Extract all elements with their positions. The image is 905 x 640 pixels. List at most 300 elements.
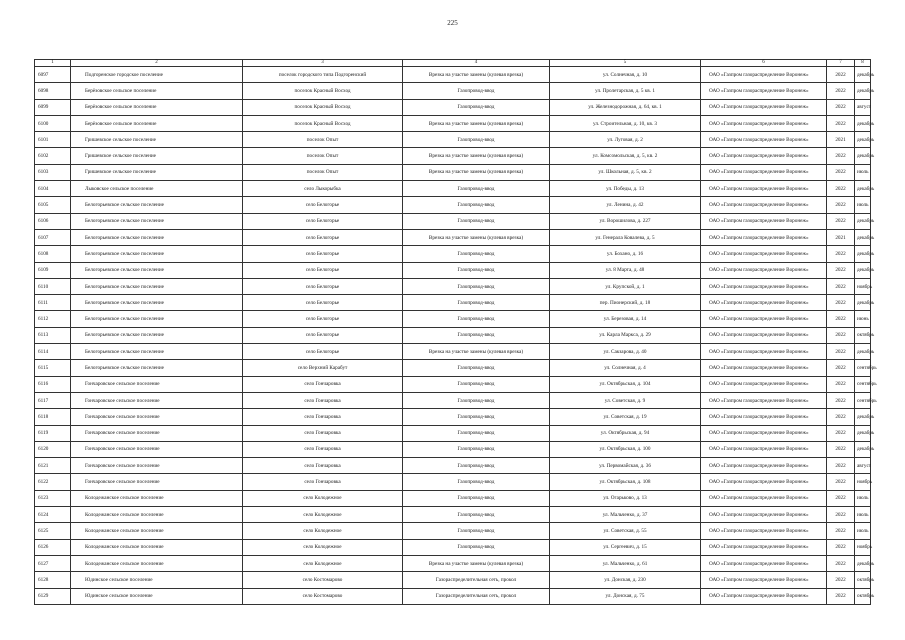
- table-cell: 2022: [827, 262, 855, 278]
- table-cell: Белогорьевское сельское поселение: [71, 213, 243, 229]
- table-cell: ул. Октябрьская, д. 100: [550, 441, 701, 457]
- table-row: [35, 539, 871, 555]
- table-row: [35, 197, 871, 213]
- table-cell: 2022: [827, 115, 855, 131]
- table-row: [35, 555, 871, 571]
- table-cell: 6125: [35, 523, 71, 539]
- table-cell: Берёзовское сельское поселение: [71, 99, 243, 115]
- table-body: [35, 67, 877, 605]
- table-cell: Врезка на участке замены (кулевая врезка): [403, 555, 550, 571]
- table-cell: ОАО «Газпром газораспределение Воронеж»: [701, 229, 827, 245]
- table-cell: ул. Октябрьская, д. 94: [550, 425, 701, 441]
- table-cell: Колодежанское сельское поселение: [71, 555, 243, 571]
- table-cell: 2022: [827, 278, 855, 294]
- table-row: [35, 148, 871, 164]
- table-row: [35, 229, 871, 245]
- table-cell: село Белогорье: [243, 213, 403, 229]
- table-cell: ул. Ворошилова, д. 227: [550, 213, 701, 229]
- table-cell: ОАО «Газпром газораспределение Воронеж»: [701, 262, 827, 278]
- table-cell: Газопровод-ввод: [403, 132, 550, 148]
- table-cell: 2022: [827, 67, 855, 83]
- column-header: 3: [243, 60, 403, 67]
- table-cell: Врезка на участке замены (кулевая врезка): [403, 344, 550, 360]
- table-cell: декабрь: [855, 181, 871, 197]
- table-row: [35, 392, 871, 408]
- table-row: [35, 490, 871, 506]
- table-cell: Газопровод-ввод: [403, 458, 550, 474]
- table-cell: 6097: [35, 67, 71, 83]
- table-cell: Белогорьевское сельское поселение: [71, 295, 243, 311]
- table-cell: декабрь: [855, 229, 871, 245]
- table-row: [35, 278, 871, 294]
- table-cell: Газопровод-ввод: [403, 523, 550, 539]
- table-cell: декабрь: [855, 409, 871, 425]
- table-cell: Гончаровское сельское поселение: [71, 409, 243, 425]
- table-cell: Гончаровское сельское поселение: [71, 392, 243, 408]
- table-cell: ОАО «Газпром газораспределение Воронеж»: [701, 83, 827, 99]
- table-row: [35, 132, 871, 148]
- table-cell: 2022: [827, 409, 855, 425]
- table-cell: ОАО «Газпром газораспределение Воронеж»: [701, 246, 827, 262]
- table-cell: ОАО «Газпром газораспределение Воронеж»: [701, 458, 827, 474]
- table-cell: ОАО «Газпром газораспределение Воронеж»: [701, 99, 827, 115]
- table-cell: 2022: [827, 507, 855, 523]
- table-cell: ОАО «Газпром газораспределение Воронеж»: [701, 539, 827, 555]
- table-cell: Белогорьевское сельское поселение: [71, 311, 243, 327]
- table-row: [35, 295, 871, 311]
- table-cell: село Гончаровка: [243, 392, 403, 408]
- table-cell: поселок городского типа Подгоренский: [243, 67, 403, 83]
- table-cell: ОАО «Газпром газораспределение Воронеж»: [701, 507, 827, 523]
- table-row: [35, 213, 871, 229]
- table-cell: ул. Сакзарова, д. 40: [550, 344, 701, 360]
- table-cell: Газораспределительная сеть, прокол: [403, 588, 550, 604]
- table-cell: Лыковское сельское поселение: [71, 181, 243, 197]
- table-cell: октябрь: [855, 327, 871, 343]
- table-cell: Белогорьевское сельское поселение: [71, 262, 243, 278]
- table-row: [35, 425, 871, 441]
- table-row: [35, 507, 871, 523]
- table-cell: декабрь: [855, 213, 871, 229]
- table-cell: село Колодежное: [243, 523, 403, 539]
- table-cell: декабрь: [855, 295, 871, 311]
- table-cell: Врезка на участке замены (кулевая врезка): [403, 164, 550, 180]
- table-cell: октябрь: [855, 588, 871, 604]
- column-header: 4: [403, 60, 550, 67]
- table-cell: Газопровод-ввод: [403, 99, 550, 115]
- table-cell: Газопровод-ввод: [403, 474, 550, 490]
- table-cell: Берёзовское сельское поселение: [71, 83, 243, 99]
- table-cell: 6099: [35, 99, 71, 115]
- table-cell: ОАО «Газпром газораспределение Воронеж»: [701, 392, 827, 408]
- table-cell: ноябрь: [855, 474, 871, 490]
- table-cell: Гончаровское сельское поселение: [71, 441, 243, 457]
- table-cell: июль: [855, 164, 871, 180]
- table-cell: ул. Огарьково, д. 13: [550, 490, 701, 506]
- table-cell: ул. Пролетарская, д. 5 кв. 1: [550, 83, 701, 99]
- table-cell: 2022: [827, 490, 855, 506]
- table-cell: село Колодежное: [243, 539, 403, 555]
- table-cell: 2022: [827, 588, 855, 604]
- table-cell: ОАО «Газпром газораспределение Воронеж»: [701, 344, 827, 360]
- table-cell: декабрь: [855, 132, 871, 148]
- table-cell: 2022: [827, 523, 855, 539]
- table-cell: село Лыкорыбка: [243, 181, 403, 197]
- table-cell: ул. Сергеевич, д. 15: [550, 539, 701, 555]
- table-cell: село Белогорье: [243, 246, 403, 262]
- table-cell: 6124: [35, 507, 71, 523]
- table-cell: 6112: [35, 311, 71, 327]
- table-cell: Газораспределительная сеть, прокол: [403, 572, 550, 588]
- table-cell: июль: [855, 490, 871, 506]
- table-row: [35, 474, 871, 490]
- table-cell: ОАО «Газпром газораспределение Воронеж»: [701, 327, 827, 343]
- table-cell: Гончаровское сельское поселение: [71, 474, 243, 490]
- table-cell: село Гончаровка: [243, 474, 403, 490]
- table-cell: 6117: [35, 392, 71, 408]
- table-cell: сентябрь: [855, 392, 871, 408]
- table-cell: 2022: [827, 181, 855, 197]
- table-cell: 6111: [35, 295, 71, 311]
- table-cell: село Колодежное: [243, 507, 403, 523]
- table-cell: 2022: [827, 360, 855, 376]
- table-cell: ОАО «Газпром газораспределение Воронеж»: [701, 311, 827, 327]
- table-cell: Колодежанское сельское поселение: [71, 507, 243, 523]
- table-cell: июнь: [855, 311, 871, 327]
- table-cell: ул. Мальченко, д. 61: [550, 555, 701, 571]
- table-row: [35, 83, 871, 99]
- table-cell: Белогорьевское сельское поселение: [71, 197, 243, 213]
- table-cell: ОАО «Газпром газораспределение Воронеж»: [701, 474, 827, 490]
- table-cell: декабрь: [855, 115, 871, 131]
- table-row: [35, 164, 871, 180]
- table-cell: Газопровод-ввод: [403, 213, 550, 229]
- table-cell: Гришевское сельское поселение: [71, 148, 243, 164]
- table-cell: декабрь: [855, 344, 871, 360]
- table-cell: октябрь: [855, 572, 871, 588]
- table-cell: 2022: [827, 148, 855, 164]
- table-cell: Газопровод-ввод: [403, 278, 550, 294]
- table-cell: Газопровод-ввод: [403, 507, 550, 523]
- table-cell: село Белогорье: [243, 229, 403, 245]
- table-cell: ОАО «Газпром газораспределение Воронеж»: [701, 197, 827, 213]
- table-row: [35, 311, 871, 327]
- column-header: 8: [855, 60, 871, 67]
- table-cell: ул. Солнечная, д. 4: [550, 360, 701, 376]
- table-cell: декабрь: [855, 425, 871, 441]
- table-row: [35, 344, 871, 360]
- table-cell: 6098: [35, 83, 71, 99]
- table-cell: пер. Пионерский, д. 18: [550, 295, 701, 311]
- table-cell: Белогорьевское сельское поселение: [71, 278, 243, 294]
- table-cell: ОАО «Газпром газораспределение Воронеж»: [701, 409, 827, 425]
- table-cell: ОАО «Газпром газораспределение Воронеж»: [701, 115, 827, 131]
- column-header: 7: [827, 60, 855, 67]
- table-row: [35, 409, 871, 425]
- table-cell: 2022: [827, 376, 855, 392]
- table-cell: ул. Советская, д. 19: [550, 409, 701, 425]
- table-cell: 6106: [35, 213, 71, 229]
- table-cell: 2022: [827, 392, 855, 408]
- table-cell: село Гончаровка: [243, 409, 403, 425]
- table-cell: ул. Железнодорожная, д. 64, кв. 1: [550, 99, 701, 115]
- table-cell: 2022: [827, 458, 855, 474]
- table-cell: 2022: [827, 474, 855, 490]
- table-cell: 6107: [35, 229, 71, 245]
- table-cell: 2022: [827, 555, 855, 571]
- table-cell: 2022: [827, 83, 855, 99]
- table-cell: село Костомарово: [243, 572, 403, 588]
- table-cell: 6118: [35, 409, 71, 425]
- table-cell: село Белогорье: [243, 262, 403, 278]
- table-cell: Газопровод-ввод: [403, 360, 550, 376]
- table-cell: 6123: [35, 490, 71, 506]
- table-cell: Врезка на участке замены (кулевая врезка): [403, 115, 550, 131]
- table-cell: 6119: [35, 425, 71, 441]
- table-cell: Газопровод-ввод: [403, 490, 550, 506]
- table-cell: 2022: [827, 213, 855, 229]
- table-cell: ул. Советская, д. 55: [550, 523, 701, 539]
- table-cell: ул. Карла Маркса, д. 29: [550, 327, 701, 343]
- data-table: [34, 59, 877, 605]
- table-cell: 6114: [35, 344, 71, 360]
- table-cell: Врезка на участке замены (кулевая врезка): [403, 67, 550, 83]
- table-cell: село Белогорье: [243, 311, 403, 327]
- table-cell: 2022: [827, 197, 855, 213]
- table-cell: село Гончаровка: [243, 425, 403, 441]
- table-cell: село Верхний Карабут: [243, 360, 403, 376]
- table-cell: Газопровод-ввод: [403, 392, 550, 408]
- table-cell: ОАО «Газпром газораспределение Воронеж»: [701, 588, 827, 604]
- table-cell: ул. Победы, д. 13: [550, 181, 701, 197]
- table-cell: Берёзовское сельское поселение: [71, 115, 243, 131]
- table-cell: поселок Опыт: [243, 148, 403, 164]
- table-cell: сентябрь: [855, 376, 871, 392]
- table-cell: ул. Донская, д. 230: [550, 572, 701, 588]
- table-cell: Газопровод-ввод: [403, 409, 550, 425]
- table-cell: ОАО «Газпром газораспределение Воронеж»: [701, 132, 827, 148]
- table-cell: ОАО «Газпром газораспределение Воронеж»: [701, 278, 827, 294]
- table-cell: Белогорьевское сельское поселение: [71, 360, 243, 376]
- table-cell: июль: [855, 507, 871, 523]
- table-cell: Газопровод-ввод: [403, 376, 550, 392]
- table-cell: ул. Мальченко, д. 37: [550, 507, 701, 523]
- table-cell: 2022: [827, 344, 855, 360]
- table-cell: июль: [855, 523, 871, 539]
- table-cell: село Гончаровка: [243, 441, 403, 457]
- table-cell: ул. Ленина, д. 42: [550, 197, 701, 213]
- table-cell: 6102: [35, 148, 71, 164]
- table-cell: август: [855, 458, 871, 474]
- table-cell: 6127: [35, 555, 71, 571]
- table-cell: ОАО «Газпром газораспределение Воронеж»: [701, 67, 827, 83]
- table-cell: Белогорьевское сельское поселение: [71, 344, 243, 360]
- table-row: [35, 572, 871, 588]
- table-cell: село Белогорье: [243, 197, 403, 213]
- table-cell: Газопровод-ввод: [403, 425, 550, 441]
- table-cell: Газопровод-ввод: [403, 311, 550, 327]
- table-cell: ОАО «Газпром газораспределение Воронеж»: [701, 360, 827, 376]
- table-cell: Газопровод-ввод: [403, 181, 550, 197]
- table-row: [35, 67, 871, 83]
- table-cell: 6108: [35, 246, 71, 262]
- table-cell: поселок Красный Восход: [243, 115, 403, 131]
- table-cell: 6120: [35, 441, 71, 457]
- table-cell: Гончаровское сельское поселение: [71, 425, 243, 441]
- table-cell: Колодежанское сельское поселение: [71, 523, 243, 539]
- table-row: [35, 441, 871, 457]
- table-cell: июль: [855, 197, 871, 213]
- table-cell: поселок Красный Восход: [243, 99, 403, 115]
- table-cell: ул. Первомайская, д. 36: [550, 458, 701, 474]
- table-cell: Газопровод-ввод: [403, 295, 550, 311]
- table-cell: 2022: [827, 441, 855, 457]
- table-cell: Врезка на участке замены (кулевая врезка): [403, 148, 550, 164]
- table-cell: Газопровод-ввод: [403, 262, 550, 278]
- table-cell: 2022: [827, 295, 855, 311]
- table-cell: 6101: [35, 132, 71, 148]
- table-cell: декабрь: [855, 148, 871, 164]
- table-cell: ул. Школьная, д. 5, кв. 2: [550, 164, 701, 180]
- table-row: [35, 181, 871, 197]
- table-cell: ул. Комсомольская, д. 5, кв. 2: [550, 148, 701, 164]
- table-cell: Врезка на участке замены (кулевая врезка): [403, 229, 550, 245]
- table-row: [35, 523, 871, 539]
- column-header: 5: [550, 60, 701, 67]
- table-cell: ОАО «Газпром газораспределение Воронеж»: [701, 148, 827, 164]
- table-cell: 2022: [827, 99, 855, 115]
- table-cell: 6100: [35, 115, 71, 131]
- table-cell: 2021: [827, 229, 855, 245]
- table-cell: Газопровод-ввод: [403, 197, 550, 213]
- column-header: 2: [71, 60, 243, 67]
- table-row: [35, 458, 871, 474]
- table-row: [35, 376, 871, 392]
- table-cell: ул. 8 Марта, д. 48: [550, 262, 701, 278]
- table-cell: Белогорьевское сельское поселение: [71, 327, 243, 343]
- table-cell: 2022: [827, 311, 855, 327]
- table-cell: ОАО «Газпром газораспределение Воронеж»: [701, 213, 827, 229]
- table-cell: ОАО «Газпром газораспределение Воронеж»: [701, 425, 827, 441]
- table-cell: Гончаровское сельское поселение: [71, 458, 243, 474]
- table-cell: декабрь: [855, 441, 871, 457]
- table-row: [35, 99, 871, 115]
- page-number: 225: [447, 19, 458, 27]
- table-cell: поселок Красный Восход: [243, 83, 403, 99]
- table-cell: ОАО «Газпром газораспределение Воронеж»: [701, 295, 827, 311]
- table-cell: декабрь: [855, 555, 871, 571]
- table-cell: 2022: [827, 327, 855, 343]
- table-cell: Юдинское сельское поселение: [71, 572, 243, 588]
- table-cell: ОАО «Газпром газораспределение Воронеж»: [701, 441, 827, 457]
- table-cell: село Белогорье: [243, 344, 403, 360]
- table-cell: Белогорьевское сельское поселение: [71, 246, 243, 262]
- table-cell: 6113: [35, 327, 71, 343]
- table-cell: декабрь: [855, 67, 871, 83]
- table-cell: Колодежанское сельское поселение: [71, 539, 243, 555]
- table-cell: ОАО «Газпром газораспределение Воронеж»: [701, 523, 827, 539]
- table-cell: ул. Крупской, д. 1: [550, 278, 701, 294]
- table-cell: село Костомарово: [243, 588, 403, 604]
- table-cell: Газопровод-ввод: [403, 246, 550, 262]
- table-cell: 6105: [35, 197, 71, 213]
- table-cell: ул. Октябрьская, д. 104: [550, 376, 701, 392]
- table-cell: Газопровод-ввод: [403, 327, 550, 343]
- table-cell: ОАО «Газпром газораспределение Воронеж»: [701, 572, 827, 588]
- table-cell: ноябрь: [855, 278, 871, 294]
- table-cell: село Колодежное: [243, 490, 403, 506]
- table-cell: село Гончаровка: [243, 376, 403, 392]
- header-row: [35, 60, 871, 67]
- table-cell: декабрь: [855, 83, 871, 99]
- table-cell: ул. Бохано, д. 16: [550, 246, 701, 262]
- table-cell: сентябрь: [855, 360, 871, 376]
- table-cell: поселок Опыт: [243, 132, 403, 148]
- table-cell: 2022: [827, 164, 855, 180]
- table-row: [35, 115, 871, 131]
- table-cell: август: [855, 99, 871, 115]
- table-cell: Юдинское сельское поселение: [71, 588, 243, 604]
- table-row: [35, 588, 871, 604]
- table-cell: село Гончаровка: [243, 458, 403, 474]
- table-cell: Колодежанское сельское поселение: [71, 490, 243, 506]
- table-cell: ул. Березовая, д. 14: [550, 311, 701, 327]
- table-cell: село Белогорье: [243, 327, 403, 343]
- column-header: 6: [701, 60, 827, 67]
- table-cell: ОАО «Газпром газораспределение Воронеж»: [701, 376, 827, 392]
- table-cell: 6126: [35, 539, 71, 555]
- table-cell: ОАО «Газпром газораспределение Воронеж»: [701, 490, 827, 506]
- table-cell: Гришевское сельское поселение: [71, 132, 243, 148]
- table-cell: 2022: [827, 246, 855, 262]
- table-cell: ноябрь: [855, 539, 871, 555]
- table-cell: ОАО «Газпром газораспределение Воронеж»: [701, 164, 827, 180]
- table-cell: Газопровод-ввод: [403, 83, 550, 99]
- table-cell: Гончаровское сельское поселение: [71, 376, 243, 392]
- table-cell: ул. Генерала Ковалева, д. 5: [550, 229, 701, 245]
- table-cell: поселок Опыт: [243, 164, 403, 180]
- table-cell: 6109: [35, 262, 71, 278]
- table-cell: 6129: [35, 588, 71, 604]
- table-cell: Гришевское сельское поселение: [71, 164, 243, 180]
- table-cell: ОАО «Газпром газораспределение Воронеж»: [701, 181, 827, 197]
- table-cell: декабрь: [855, 246, 871, 262]
- table-cell: 6104: [35, 181, 71, 197]
- column-header: 1: [35, 60, 71, 67]
- table-cell: ОАО «Газпром газораспределение Воронеж»: [701, 555, 827, 571]
- table-cell: 6122: [35, 474, 71, 490]
- table-cell: 2022: [827, 539, 855, 555]
- table-cell: ул. Строительная, д. 10, кв. 3: [550, 115, 701, 131]
- table-cell: Газопровод-ввод: [403, 539, 550, 555]
- table-cell: 6121: [35, 458, 71, 474]
- table-cell: село Белогорье: [243, 278, 403, 294]
- table-cell: ул. Луговая, д. 2: [550, 132, 701, 148]
- table-row: [35, 246, 871, 262]
- table-cell: 6103: [35, 164, 71, 180]
- table-cell: Подгоренское городское поселение: [71, 67, 243, 83]
- table-cell: Газопровод-ввод: [403, 441, 550, 457]
- table-cell: 2021: [827, 132, 855, 148]
- table-cell: 6128: [35, 572, 71, 588]
- table-row: [35, 360, 871, 376]
- table-row: [35, 327, 871, 343]
- table-cell: декабрь: [855, 262, 871, 278]
- table-cell: село Белогорье: [243, 295, 403, 311]
- table-cell: 2022: [827, 572, 855, 588]
- table-cell: 2022: [827, 425, 855, 441]
- table-cell: ул. Октябрьская, д. 108: [550, 474, 701, 490]
